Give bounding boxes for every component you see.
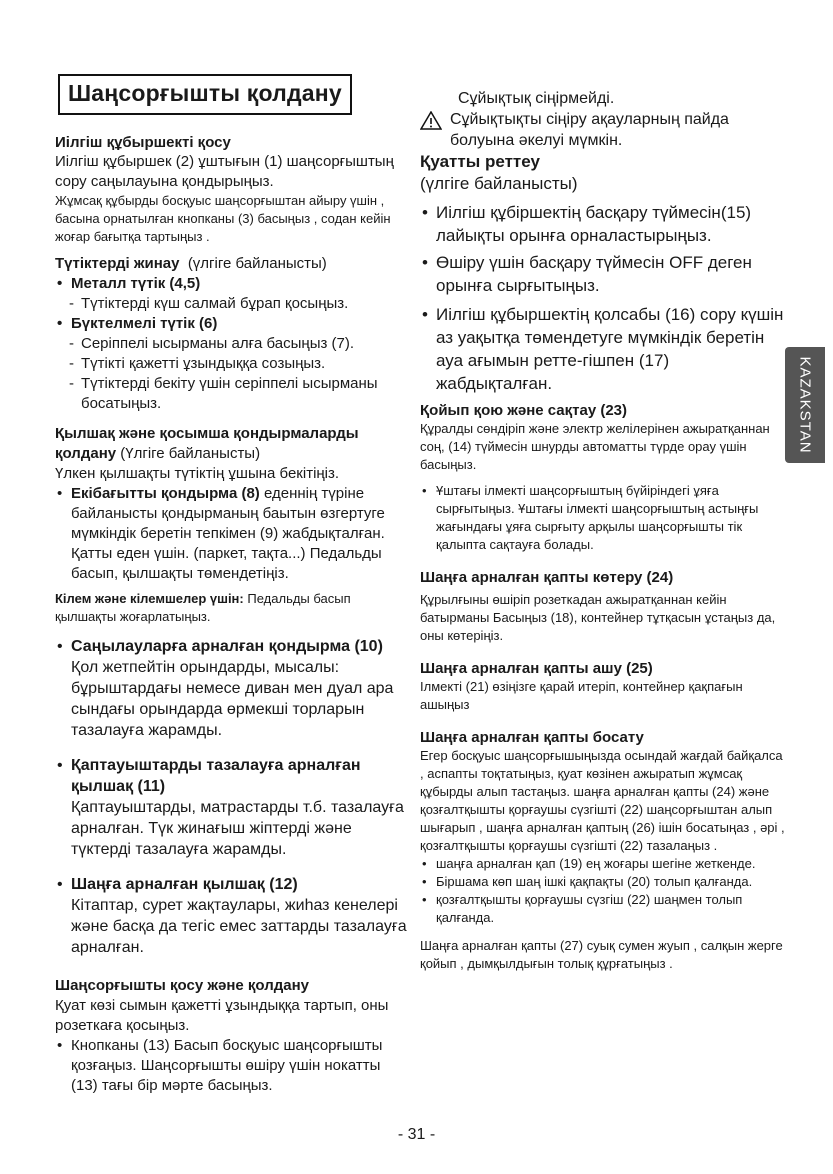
list-item-bag-full: • шаңға арналған қап (19) ең жоғары шегіне жеткенде. [420,855,788,873]
warning-note: Сұйықтықты сіңіру ақауларның пайда болуына әкелуі мүмкін. [420,109,788,151]
list-item-dust-brush: • Шаңға арналған қылшақ (12) Кітаптар, сурет жақтаулары, жиһаз кенелері және басқа да тегіс емес заттарды тазалауға арналған. [55,874,410,958]
warning-triangle-icon [420,111,442,130]
carpet-heading: Кілем және кілемшелер үшін: [55,591,244,606]
section-heading-hose: Иілгіш құбыршекті қосу [55,134,231,151]
language-side-tab: KAZAKSTAN [785,347,825,463]
page-number: - 31 - [397,1126,436,1143]
storage-paragraph: Құралды сөндіріп және электр желілерінен ажыратқаннан соң, (14) түймесін шнурды автоматты түрде орау үшін басыңыз. [420,421,770,472]
carpet-text: Педальды басып қылшақты жоғарлатыңыз. [55,591,351,624]
list-item-inner-lid-full: • Біршама көп шаң ішкі қақпақты (20) толып қалғанда. [420,873,788,891]
list-item-crevice-nozzle: • Саңылауларға арналған қондырма (10) Қол жетпейтін орындарды, мысалы: бұрыштардағы немесе диван мен дуал ара сындағы орындарда өрмекші торларын тазалауға жарамды. [55,636,410,741]
switch-on-paragraph: Қуат көзі сымын қажетті ұзындыққа тартып, оны розеткаға қосыңыз. [55,997,389,1034]
hose-detach-paragraph: Жұмсақ құбырды босқуыс шаңсорғыштан айыру үшін , басына орнатылған кнопканы (3) басыңыз , содан кейін жоғар бағытқа тартыңыз . [55,193,391,244]
brushes-paragraph: Үлкен қылшақты түтіктің ұшына бекітіңіз. [55,465,340,482]
section-heading-lift-bag: Шаңға арналған қапты көтеру (24) [420,569,674,586]
list-item-power-control: • Иілгіш құбіршектің басқару түймесін(15) лайықты орынға орналастырыңыз. [420,201,788,247]
list-item-two-way-nozzle: • Екібағытты қондырма (8) еденнің түріне байланысты қондырманың баытын өзгертуге мүмкіндік беретін тепкімен (9) жабдықталған. Қатты еден үшін. (паркет, тақта...) Педальды басып, қылшақты төмендетіңіз. [55,484,410,584]
section-heading-open-bag: Шаңға арналған қапты ашу (25) [420,660,653,677]
list-item-upholstery-brush: • Қаптауыштарды тазалауға арналған қылшақ (11) Қаптауыштарды, матрастарды т.б. тазалауға арналған. Түк жинағыш жіптерді және түктерді тазалауға жарамды. [55,755,410,860]
list-item-air-regulator: • Иілгіш құбыршектің қолсабы (16) сору күшін аз уақытқа төмендетуге мүмкіндік беретін ауа ағымын ретте-гішпен (17) жабдықталған. [420,303,788,395]
empty-bag-paragraph: Егер босқуыс шаңсорғышыңызда осындай жағдай байқалса , аспапты тоқтатыңыз, қуат көзінен ажыратып жұмсақ құбырды алып тастаңыз. шаңға арналған қапты (24) және қозғалтқышты қорғаушы сүзгішті (22) шаңсорғыштан алып шығарып , шаңға арналған қаптың (26) ішін босатыңаз , әрі , қозғалтқышты қорғаушы сүзгішті (22) тазалаңыз . [420,748,785,853]
no-liquid-line: Сұйықтық сіңірмейді. [458,90,615,107]
section-heading-brushes: Қылшақ және қосымша қондырмаларды қолдану [55,425,359,462]
list-item-telescopic-step2: - Түтікті қажетті ұзындыққа созыңыз. [55,354,410,374]
left-column [55,74,410,1096]
section-heading-power: Қуатты реттеу [420,152,540,171]
list-item-power-button: • Кнопканы (13) Басып босқуыс шаңсорғышты қозғаңыз. Шаңсорғышты өшіру үшін нокатты (13) тағы бір мәрте басыңыз. [55,1036,410,1096]
list-item-storage-hook: • Ұштағы ілмекті шаңсорғыштың бүйіріндегі ұяға сырғытыңыз. Ұштағы ілмекті шаңсорғыштың астыңғы жағындағы ұяға сырғыту арқылы шаңсорғышты тік қалыпта сақтауға болады. [420,482,788,554]
hose-paragraph: Иілгіш құбыршек (2) ұштығын (1) шаңсорғыштың сору саңылауына қондырыңыз. [55,153,394,190]
list-item-power-off: • Өшіру үшін басқару түймесін OFF деген орынға сырғытыңыз. [420,251,788,297]
right-column [420,88,788,973]
brushes-note: (Үлгіге байланысты) [120,445,261,462]
power-note: (үлгіге байланысты) [420,174,578,193]
list-item-telescopic-step1: - Серіппелі ысырманы алға басыңыз (7). [55,334,410,354]
section-heading-storage: Қойып қою және сақтау (23) [420,402,628,419]
section-heading-empty-bag: Шаңға арналған қапты босату [420,729,644,746]
list-item-metal-tube-detail: - Түтіктерді күш салмай бұрап қосыңыз. [55,294,410,314]
wash-bag-paragraph: Шаңға арналған қапты (27) суық сумен жуып , салқын жерге қойып , дымқылдығын толық құрғатыңыз . [420,938,783,971]
list-item-metal-tube: • Металл түтік (4,5) [55,274,410,294]
list-item-filter-full: • қозғалтқышты қорғаушы сүзгіш (22) шаңмен толып қалғанда. [420,891,788,927]
section-heading-switch-on: Шаңсорғышты қосу және қолдану [55,977,309,994]
section-heading-tubes: Түтіктерді жинау [55,255,180,272]
list-item-telescopic-tube: • Бүктелмелі түтік (6) [55,314,410,334]
page-title: Шаңсорғышты қолдану [58,74,352,115]
lift-bag-paragraph: Құрылғыны өшіріп розеткадан ажыратқаннан кейін батырманы Басыңыз (18), контейнер тұтқасын ұстаңыз да, оны көтеріңіз. [420,592,776,643]
tubes-note: (үлгіге байланысты) [187,255,327,272]
list-item-telescopic-step3: - Түтіктерді бекіту үшін серіппелі ысырманы босатыңыз. [55,374,410,414]
open-bag-paragraph: Ілмекті (21) өзіңізге қарай итеріп, контейнер қақпағын ашыңыз [420,679,743,712]
